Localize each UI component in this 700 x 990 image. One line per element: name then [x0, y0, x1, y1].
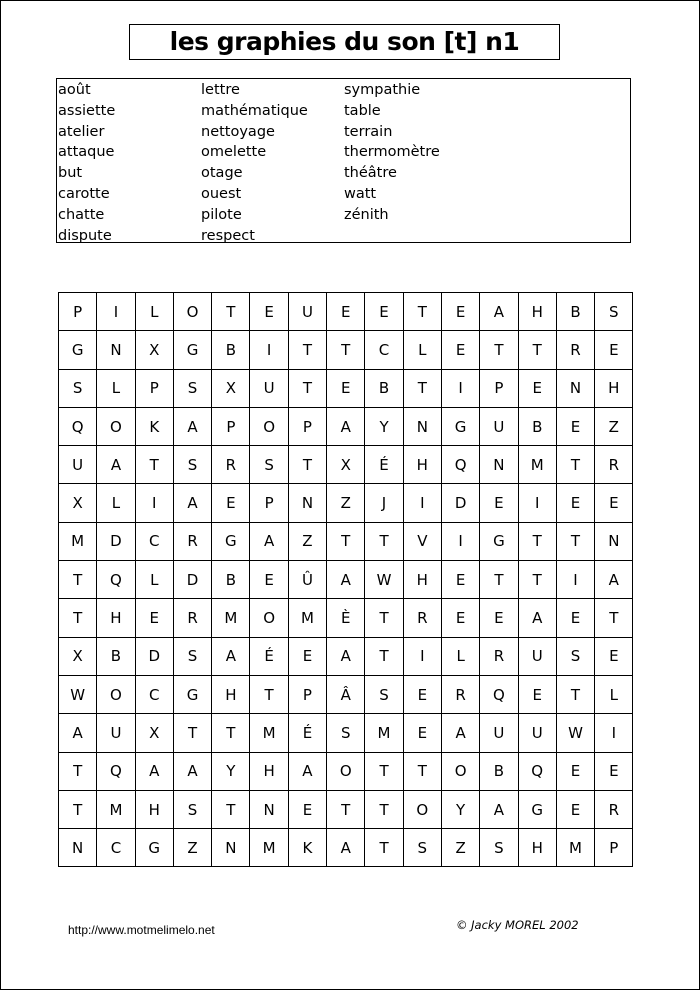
grid-cell[interactable]: N: [97, 331, 135, 369]
grid-cell[interactable]: P: [480, 369, 518, 407]
grid-cell[interactable]: I: [441, 522, 479, 560]
grid-cell[interactable]: E: [595, 484, 633, 522]
grid-cell[interactable]: E: [403, 714, 441, 752]
grid-cell[interactable]: E: [403, 675, 441, 713]
grid-cell[interactable]: T: [135, 446, 173, 484]
grid-cell[interactable]: Y: [212, 752, 250, 790]
grid-cell[interactable]: U: [59, 446, 97, 484]
grid-cell[interactable]: Q: [518, 752, 556, 790]
grid-row: [59, 561, 633, 599]
word-item: respect: [201, 227, 255, 244]
grid-cell[interactable]: S: [365, 675, 403, 713]
grid-cell[interactable]: M: [518, 446, 556, 484]
grid-cell[interactable]: T: [288, 446, 326, 484]
grid-cell[interactable]: A: [135, 752, 173, 790]
grid-cell[interactable]: S: [173, 790, 211, 828]
grid-cell[interactable]: E: [288, 637, 326, 675]
grid-cell[interactable]: T: [365, 790, 403, 828]
grid-cell[interactable]: B: [212, 561, 250, 599]
grid-cell[interactable]: T: [403, 293, 441, 331]
grid-cell[interactable]: R: [173, 522, 211, 560]
grid-cell[interactable]: E: [556, 790, 594, 828]
grid-cell[interactable]: S: [59, 369, 97, 407]
grid-cell[interactable]: Û: [288, 561, 326, 599]
grid-cell[interactable]: I: [595, 714, 633, 752]
word-item: table: [344, 102, 381, 119]
grid-cell[interactable]: O: [403, 790, 441, 828]
grid-cell[interactable]: B: [556, 293, 594, 331]
grid-cell[interactable]: N: [403, 407, 441, 445]
grid-cell[interactable]: M: [365, 714, 403, 752]
grid-cell[interactable]: W: [59, 675, 97, 713]
grid-cell[interactable]: E: [441, 599, 479, 637]
grid-cell[interactable]: K: [288, 829, 326, 867]
grid-cell[interactable]: H: [212, 675, 250, 713]
grid-cell[interactable]: R: [480, 637, 518, 675]
grid-cell[interactable]: S: [250, 446, 288, 484]
grid-cell[interactable]: P: [135, 369, 173, 407]
grid-cell[interactable]: Q: [59, 407, 97, 445]
grid-cell[interactable]: X: [59, 637, 97, 675]
grid-cell[interactable]: Q: [97, 752, 135, 790]
grid-cell[interactable]: Z: [327, 484, 365, 522]
grid-cell[interactable]: M: [250, 714, 288, 752]
grid-cell[interactable]: O: [173, 293, 211, 331]
grid-cell[interactable]: E: [595, 331, 633, 369]
grid-cell[interactable]: M: [97, 790, 135, 828]
grid-cell[interactable]: T: [212, 790, 250, 828]
grid-cell[interactable]: I: [250, 331, 288, 369]
word-item: ouest: [201, 185, 242, 202]
grid-cell[interactable]: R: [212, 446, 250, 484]
grid-cell[interactable]: É: [250, 637, 288, 675]
grid-cell[interactable]: U: [518, 637, 556, 675]
grid-cell[interactable]: E: [250, 561, 288, 599]
grid-cell[interactable]: T: [556, 446, 594, 484]
grid-cell[interactable]: S: [173, 369, 211, 407]
grid-cell[interactable]: T: [365, 752, 403, 790]
grid-cell[interactable]: T: [212, 293, 250, 331]
grid-cell[interactable]: G: [441, 407, 479, 445]
grid-cell[interactable]: D: [135, 637, 173, 675]
grid-cell[interactable]: H: [595, 369, 633, 407]
grid-cell[interactable]: T: [365, 637, 403, 675]
word-item: zénith: [344, 206, 389, 223]
grid-cell[interactable]: E: [518, 369, 556, 407]
grid-cell[interactable]: N: [595, 522, 633, 560]
grid-cell[interactable]: I: [403, 637, 441, 675]
grid-cell[interactable]: G: [480, 522, 518, 560]
grid-cell[interactable]: Q: [441, 446, 479, 484]
grid-cell[interactable]: E: [556, 407, 594, 445]
grid-cell[interactable]: X: [327, 446, 365, 484]
grid-row: [59, 599, 633, 637]
grid-cell[interactable]: A: [212, 637, 250, 675]
grid-row: [59, 293, 633, 331]
grid-cell[interactable]: D: [173, 561, 211, 599]
grid-cell[interactable]: Z: [288, 522, 326, 560]
grid-cell[interactable]: E: [480, 599, 518, 637]
grid-cell[interactable]: L: [97, 484, 135, 522]
grid-cell[interactable]: T: [250, 675, 288, 713]
copyright-notice: © Jacky MOREL 2002: [456, 918, 579, 932]
grid-cell[interactable]: A: [173, 407, 211, 445]
grid-cell[interactable]: N: [288, 484, 326, 522]
grid-cell[interactable]: T: [327, 790, 365, 828]
grid-cell[interactable]: T: [556, 522, 594, 560]
grid-row: [59, 522, 633, 560]
grid-cell[interactable]: A: [173, 752, 211, 790]
grid-cell[interactable]: E: [212, 484, 250, 522]
grid-cell[interactable]: A: [288, 752, 326, 790]
grid-cell[interactable]: I: [403, 484, 441, 522]
word-item: omelette: [201, 144, 267, 161]
grid-cell[interactable]: V: [403, 522, 441, 560]
grid-cell[interactable]: U: [250, 369, 288, 407]
grid-cell[interactable]: E: [135, 599, 173, 637]
word-item: nettoyage: [201, 123, 275, 140]
grid-cell[interactable]: T: [365, 522, 403, 560]
grid-cell[interactable]: I: [441, 369, 479, 407]
grid-cell[interactable]: T: [212, 714, 250, 752]
grid-cell[interactable]: H: [250, 752, 288, 790]
grid-cell[interactable]: Z: [441, 829, 479, 867]
grid-cell[interactable]: T: [59, 561, 97, 599]
grid-cell[interactable]: E: [595, 752, 633, 790]
grid-cell[interactable]: É: [288, 714, 326, 752]
grid-cell[interactable]: È: [327, 599, 365, 637]
grid-cell[interactable]: U: [480, 714, 518, 752]
grid-cell[interactable]: E: [288, 790, 326, 828]
grid-cell[interactable]: T: [556, 675, 594, 713]
grid-cell[interactable]: E: [556, 599, 594, 637]
grid-cell[interactable]: T: [595, 599, 633, 637]
grid-cell[interactable]: A: [173, 484, 211, 522]
grid-cell[interactable]: A: [250, 522, 288, 560]
grid-cell[interactable]: L: [135, 293, 173, 331]
grid-cell[interactable]: C: [365, 331, 403, 369]
grid-cell[interactable]: E: [441, 293, 479, 331]
grid-cell[interactable]: B: [480, 752, 518, 790]
grid-cell[interactable]: S: [556, 637, 594, 675]
word-item: attaque: [58, 144, 115, 161]
grid-cell[interactable]: D: [441, 484, 479, 522]
grid-cell[interactable]: P: [288, 407, 326, 445]
grid-cell[interactable]: L: [441, 637, 479, 675]
grid-cell[interactable]: T: [59, 752, 97, 790]
grid-cell[interactable]: P: [59, 293, 97, 331]
grid-cell[interactable]: G: [173, 331, 211, 369]
grid-cell[interactable]: R: [403, 599, 441, 637]
grid-cell[interactable]: I: [97, 293, 135, 331]
grid-cell[interactable]: T: [59, 599, 97, 637]
word-item: assiette: [58, 102, 116, 119]
grid-cell[interactable]: D: [97, 522, 135, 560]
grid-cell[interactable]: E: [595, 637, 633, 675]
grid-cell[interactable]: G: [518, 790, 556, 828]
grid-cell[interactable]: X: [212, 369, 250, 407]
grid-cell[interactable]: M: [59, 522, 97, 560]
page-title: les graphies du son [t] n1: [169, 27, 520, 56]
grid-cell[interactable]: M: [288, 599, 326, 637]
grid-cell[interactable]: B: [518, 407, 556, 445]
grid-cell[interactable]: G: [212, 522, 250, 560]
grid-row: [59, 752, 633, 790]
grid-cell[interactable]: C: [135, 675, 173, 713]
grid-cell[interactable]: B: [97, 637, 135, 675]
grid-cell[interactable]: K: [135, 407, 173, 445]
word-column-3: [344, 80, 440, 226]
grid-cell[interactable]: R: [556, 331, 594, 369]
grid-cell[interactable]: T: [518, 522, 556, 560]
grid-cell[interactable]: M: [250, 829, 288, 867]
grid-cell[interactable]: É: [365, 446, 403, 484]
word-item: but: [58, 165, 83, 182]
grid-cell[interactable]: G: [135, 829, 173, 867]
grid-cell[interactable]: T: [365, 829, 403, 867]
grid-cell[interactable]: T: [518, 331, 556, 369]
grid-cell[interactable]: R: [595, 446, 633, 484]
grid-cell[interactable]: C: [97, 829, 135, 867]
grid-cell[interactable]: G: [173, 675, 211, 713]
grid-cell[interactable]: S: [327, 714, 365, 752]
grid-row: [59, 331, 633, 369]
grid-cell[interactable]: T: [327, 522, 365, 560]
grid-cell[interactable]: E: [250, 293, 288, 331]
grid-row: [59, 484, 633, 522]
grid-cell[interactable]: I: [556, 561, 594, 599]
word-item: terrain: [344, 123, 393, 140]
grid-cell[interactable]: N: [212, 829, 250, 867]
grid-cell[interactable]: O: [97, 407, 135, 445]
grid-cell[interactable]: E: [327, 369, 365, 407]
grid-cell[interactable]: L: [595, 675, 633, 713]
word-item: mathématique: [201, 102, 308, 119]
grid-cell[interactable]: Z: [595, 407, 633, 445]
grid-cell[interactable]: Q: [480, 675, 518, 713]
grid-cell[interactable]: T: [288, 331, 326, 369]
grid-cell[interactable]: O: [327, 752, 365, 790]
grid-cell[interactable]: U: [518, 714, 556, 752]
grid-cell[interactable]: E: [441, 331, 479, 369]
grid-cell[interactable]: J: [365, 484, 403, 522]
grid-row: [59, 407, 633, 445]
grid-cell[interactable]: T: [480, 331, 518, 369]
grid-cell[interactable]: S: [403, 829, 441, 867]
grid-cell[interactable]: G: [59, 331, 97, 369]
word-item: dispute: [58, 227, 112, 244]
grid-cell[interactable]: I: [518, 484, 556, 522]
grid-cell[interactable]: U: [480, 407, 518, 445]
grid-cell[interactable]: A: [59, 714, 97, 752]
grid-cell[interactable]: N: [480, 446, 518, 484]
word-item: août: [58, 82, 91, 98]
word-column-1: [58, 80, 115, 246]
word-column-2: [201, 80, 308, 246]
grid-row: [59, 637, 633, 675]
grid-cell[interactable]: T: [173, 714, 211, 752]
grid-cell[interactable]: E: [441, 561, 479, 599]
grid-cell[interactable]: W: [365, 561, 403, 599]
grid-cell[interactable]: A: [97, 446, 135, 484]
grid-cell[interactable]: B: [365, 369, 403, 407]
grid-cell[interactable]: L: [403, 331, 441, 369]
grid-cell[interactable]: E: [518, 675, 556, 713]
grid-cell[interactable]: A: [480, 293, 518, 331]
grid-cell[interactable]: N: [556, 369, 594, 407]
grid-cell[interactable]: R: [441, 675, 479, 713]
grid-cell[interactable]: A: [327, 637, 365, 675]
grid-cell[interactable]: U: [97, 714, 135, 752]
grid-cell[interactable]: T: [365, 599, 403, 637]
grid-cell[interactable]: E: [327, 293, 365, 331]
grid-cell[interactable]: Â: [327, 675, 365, 713]
grid-cell[interactable]: R: [595, 790, 633, 828]
grid-row: [59, 714, 633, 752]
grid-cell[interactable]: S: [173, 446, 211, 484]
grid-cell[interactable]: S: [480, 829, 518, 867]
grid-cell[interactable]: A: [327, 561, 365, 599]
grid-cell[interactable]: Y: [365, 407, 403, 445]
grid-cell[interactable]: L: [135, 561, 173, 599]
grid-cell[interactable]: C: [135, 522, 173, 560]
grid-cell[interactable]: W: [556, 714, 594, 752]
grid-cell[interactable]: A: [441, 714, 479, 752]
grid-cell[interactable]: S: [173, 637, 211, 675]
grid-row: [59, 446, 633, 484]
grid-cell[interactable]: A: [327, 407, 365, 445]
grid-cell[interactable]: H: [97, 599, 135, 637]
grid-cell[interactable]: O: [97, 675, 135, 713]
word-list: [56, 78, 631, 243]
grid-cell[interactable]: T: [327, 331, 365, 369]
word-item: watt: [344, 185, 377, 202]
grid-cell[interactable]: X: [59, 484, 97, 522]
grid-cell[interactable]: E: [480, 484, 518, 522]
word-search-grid: [58, 292, 633, 867]
word-item: atelier: [58, 123, 105, 140]
word-item: sympathie: [344, 82, 421, 98]
grid-cell[interactable]: I: [135, 484, 173, 522]
grid-cell[interactable]: T: [518, 561, 556, 599]
grid-cell[interactable]: H: [403, 561, 441, 599]
title-box: [129, 24, 560, 60]
grid-cell[interactable]: A: [327, 829, 365, 867]
grid-cell[interactable]: E: [556, 752, 594, 790]
grid-cell[interactable]: N: [250, 790, 288, 828]
grid-cell[interactable]: X: [135, 331, 173, 369]
grid-cell[interactable]: A: [595, 561, 633, 599]
grid-cell[interactable]: T: [403, 752, 441, 790]
grid-cell[interactable]: O: [250, 407, 288, 445]
grid-row: [59, 829, 633, 867]
word-item: chatte: [58, 206, 105, 223]
word-item: pilote: [201, 206, 242, 223]
grid-cell[interactable]: H: [403, 446, 441, 484]
word-item: lettre: [201, 82, 240, 98]
grid-cell[interactable]: P: [595, 829, 633, 867]
grid-row: [59, 369, 633, 407]
grid-cell[interactable]: P: [288, 675, 326, 713]
grid-cell[interactable]: T: [59, 790, 97, 828]
grid-cell[interactable]: A: [518, 599, 556, 637]
grid-cell[interactable]: T: [288, 369, 326, 407]
word-item: otage: [201, 165, 243, 182]
grid-cell[interactable]: Z: [173, 829, 211, 867]
grid-cell[interactable]: H: [135, 790, 173, 828]
grid-cell[interactable]: T: [403, 369, 441, 407]
grid-cell[interactable]: B: [212, 331, 250, 369]
grid-cell[interactable]: O: [250, 599, 288, 637]
grid-cell[interactable]: O: [441, 752, 479, 790]
grid-cell[interactable]: U: [288, 293, 326, 331]
grid-cell[interactable]: M: [212, 599, 250, 637]
word-item: carotte: [58, 185, 110, 202]
grid-cell[interactable]: X: [135, 714, 173, 752]
grid-cell[interactable]: R: [173, 599, 211, 637]
grid-row: [59, 675, 633, 713]
grid-cell[interactable]: E: [556, 484, 594, 522]
grid-cell[interactable]: E: [365, 293, 403, 331]
grid-cell[interactable]: H: [518, 293, 556, 331]
grid-cell[interactable]: Y: [441, 790, 479, 828]
grid-cell[interactable]: L: [97, 369, 135, 407]
grid-cell[interactable]: T: [480, 561, 518, 599]
grid-cell[interactable]: P: [212, 407, 250, 445]
grid-cell[interactable]: N: [59, 829, 97, 867]
grid-cell[interactable]: Q: [97, 561, 135, 599]
website-url: http://www.motmelimelo.net: [68, 923, 215, 937]
grid-cell[interactable]: P: [250, 484, 288, 522]
grid-cell[interactable]: M: [556, 829, 594, 867]
grid-cell[interactable]: S: [595, 293, 633, 331]
grid-cell[interactable]: A: [480, 790, 518, 828]
grid-row: [59, 790, 633, 828]
grid-cell[interactable]: H: [518, 829, 556, 867]
word-item: théâtre: [344, 165, 397, 182]
word-item: thermomètre: [344, 144, 440, 161]
